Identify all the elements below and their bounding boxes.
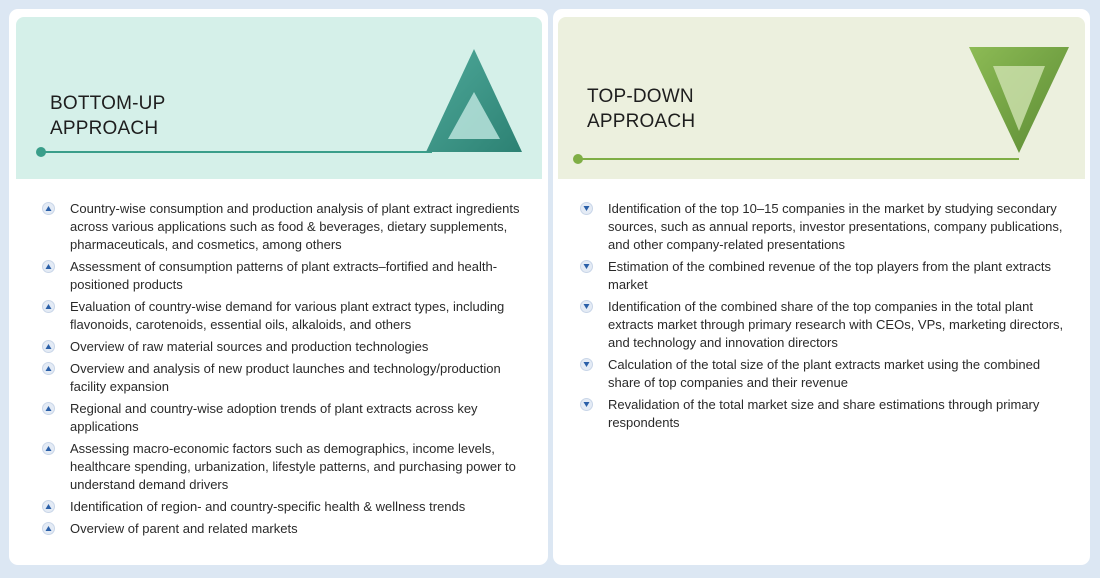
top-down-panel — [553, 9, 1090, 565]
bullet-down-arrow-icon — [580, 398, 593, 411]
list-item-text: Estimation of the combined revenue of the top players from the plant extracts market — [608, 259, 1051, 292]
list-item — [42, 200, 532, 254]
bottom-up-panel — [9, 9, 548, 565]
list-item-text: Assessment of consumption patterns of plant extracts–fortified and health-positioned products — [70, 259, 498, 292]
top-down-header — [558, 17, 1085, 179]
triangle-down-icon — [967, 46, 1071, 154]
list-item — [42, 360, 532, 396]
title-line: APPROACH — [50, 118, 159, 139]
list-item — [580, 298, 1072, 352]
bottom-up-header — [16, 17, 542, 179]
list-item — [42, 298, 532, 334]
bullet-down-arrow-icon — [580, 300, 593, 313]
bullet-down-arrow-icon — [580, 202, 593, 215]
list-item-text: Identification of the top 10–15 companies in the market by studying secondary sources, such as annual reports, investor presentations, company publications, and other company-related presentations — [608, 201, 1063, 252]
title-line: BOTTOM-UP — [50, 93, 166, 114]
list-item — [580, 258, 1072, 294]
top-down-list — [580, 200, 1072, 436]
bottom-up-list — [42, 200, 532, 542]
list-item — [580, 396, 1072, 432]
bullet-up-arrow-icon — [42, 362, 55, 375]
list-item-text: Revalidation of the total market size and share estimations through primary respondents — [608, 397, 1040, 430]
list-item-text: Country-wise consumption and production analysis of plant extract ingredients across various applications such as food & beverages, dietary supplements, pharmaceuticals, and cosmetics, among others — [70, 201, 520, 252]
bullet-down-arrow-icon — [580, 358, 593, 371]
header-divider-line — [42, 151, 432, 153]
bullet-up-arrow-icon — [42, 402, 55, 415]
list-item — [42, 520, 532, 538]
list-item — [580, 200, 1072, 254]
list-item — [42, 258, 532, 294]
list-item — [42, 400, 532, 436]
bullet-up-arrow-icon — [42, 522, 55, 535]
bottom-up-title — [50, 91, 165, 141]
list-item-text: Overview of parent and related markets — [70, 521, 298, 536]
list-item-text: Identification of region- and country-specific health & wellness trends — [70, 499, 466, 514]
bullet-up-arrow-icon — [42, 442, 55, 455]
bullet-up-arrow-icon — [42, 300, 55, 313]
triangle-up-icon — [424, 47, 524, 153]
list-item-text: Calculation of the total size of the plant extracts market using the combined share of top companies and their revenue — [608, 357, 1041, 390]
bullet-up-arrow-icon — [42, 260, 55, 273]
list-item-text: Regional and country-wise adoption trends of plant extracts across key applications — [70, 401, 478, 434]
bullet-up-arrow-icon — [42, 340, 55, 353]
list-item — [42, 498, 532, 516]
list-item-text: Overview and analysis of new product launches and technology/production facility expansion — [70, 361, 501, 394]
list-item — [580, 356, 1072, 392]
title-line: APPROACH — [587, 111, 696, 132]
bullet-up-arrow-icon — [42, 500, 55, 513]
bullet-down-arrow-icon — [580, 260, 593, 273]
header-divider-line — [579, 158, 1019, 160]
bullet-up-arrow-icon — [42, 202, 55, 215]
top-down-title — [587, 84, 695, 134]
list-item-text: Identification of the combined share of the top companies in the total plant extracts market through primary research with CEOs, VPs, marketing directors, and technology and innovation directors — [608, 299, 1064, 350]
list-item — [42, 338, 532, 356]
list-item-text: Evaluation of country-wise demand for various plant extract types, including flavonoids, carotenoids, essential oils, alkaloids, and others — [70, 299, 505, 332]
list-item — [42, 440, 532, 494]
title-line: TOP-DOWN — [587, 86, 694, 107]
list-item-text: Assessing macro-economic factors such as demographics, income levels, healthcare spending, urbanization, lifestyle patterns, and purchasing power to understand demand drivers — [70, 441, 516, 492]
list-item-text: Overview of raw material sources and production technologies — [70, 339, 429, 354]
